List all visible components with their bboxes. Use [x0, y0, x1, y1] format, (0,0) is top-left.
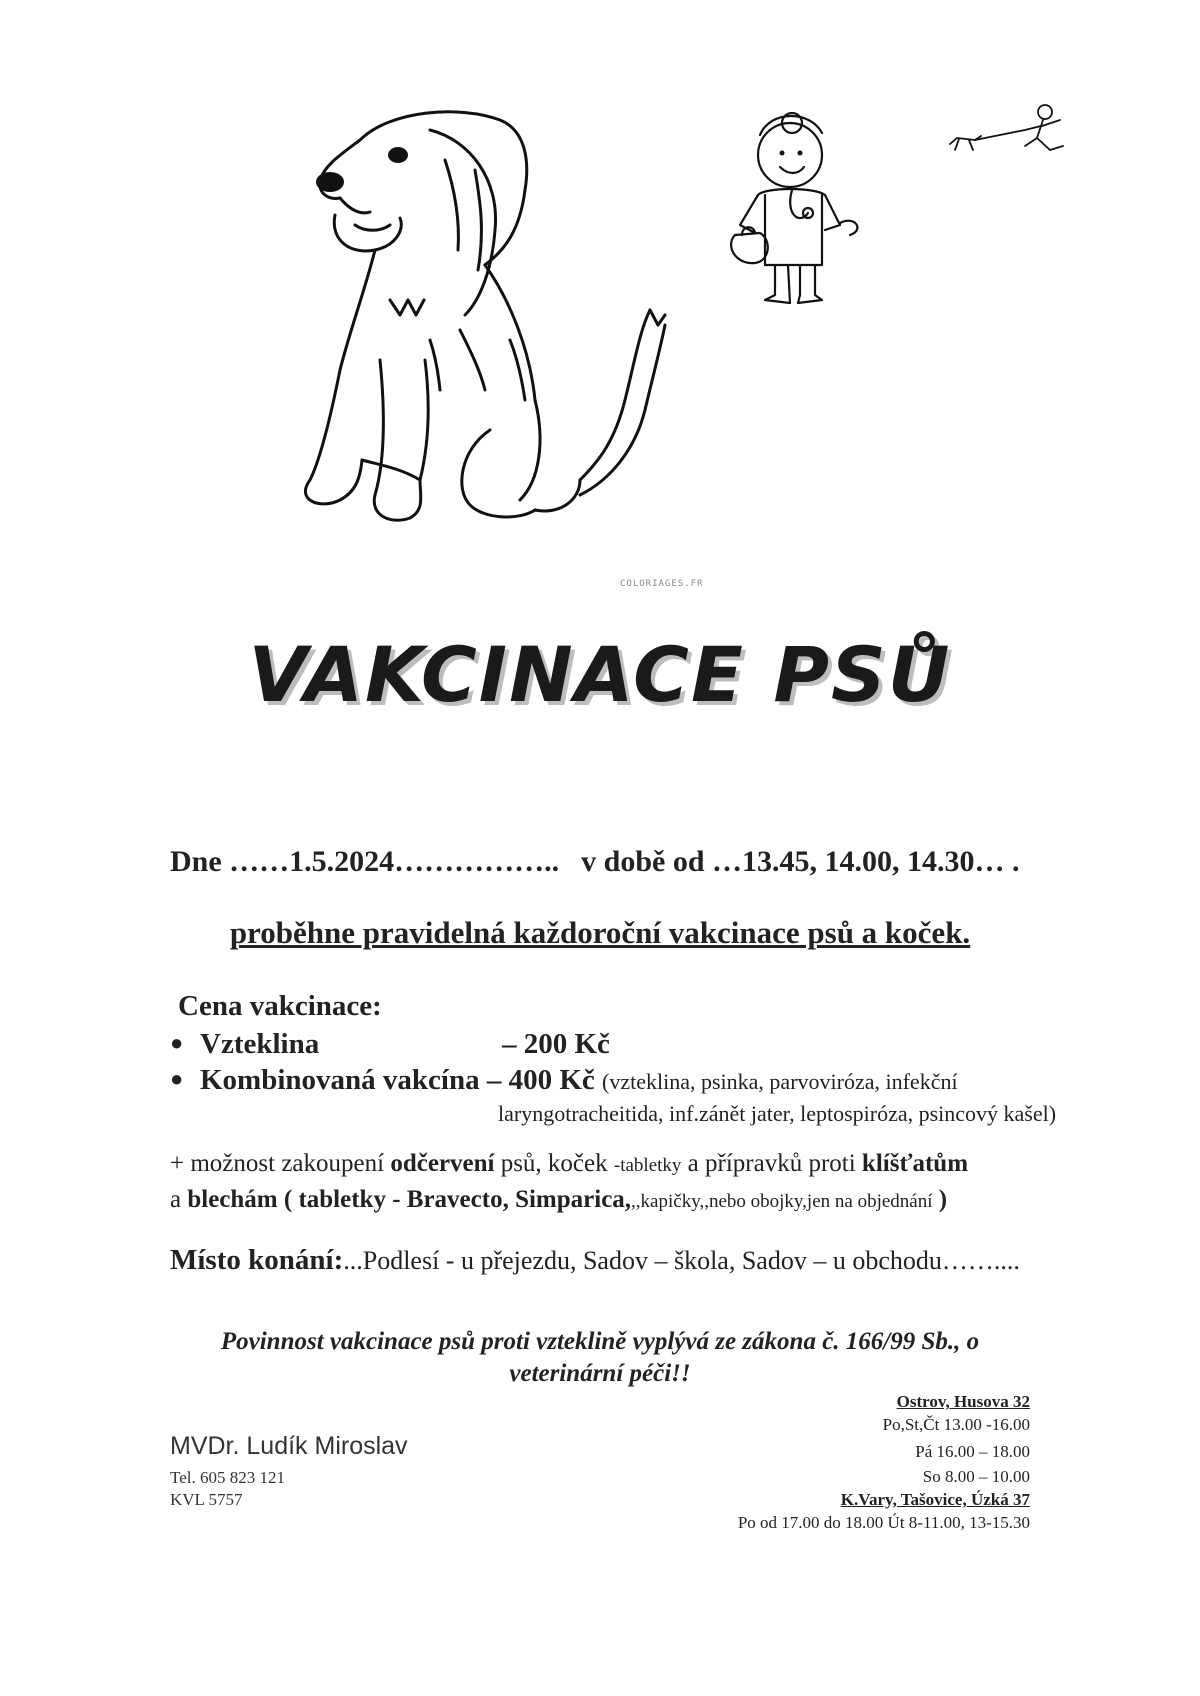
place-line — [170, 1244, 1020, 1277]
time-text: v době od …13.45, 14.00, 14.30… . — [581, 845, 1020, 878]
price-item-name: Kombinovaná vakcína — [200, 1064, 480, 1096]
extra-small-text: -tabletky — [613, 1155, 682, 1176]
vet-license: KVL 5757 — [170, 1490, 243, 1509]
price-item — [170, 1064, 958, 1097]
watermark-text: COLORIAGES.FR — [620, 579, 704, 588]
ostrov-address: Ostrov, Husova 32 — [896, 1392, 1030, 1411]
law-note-line-2: veterinární péči!! — [509, 1360, 691, 1387]
price-item-note: (vzteklina, psinka, parvoviróza, infekční — [602, 1069, 958, 1094]
vet-name: MVDr. Ludík Miroslav — [170, 1432, 408, 1460]
price-item-note-continued: laryngotracheitida, inf.zánět jater, leptospiróza, psincový kašel) — [498, 1101, 1057, 1126]
extra-bold-text: klíšťatům — [861, 1150, 969, 1177]
extra-offer-line-2 — [170, 1186, 947, 1214]
date-line — [170, 845, 1020, 879]
price-item — [170, 1028, 610, 1061]
price-item-name: Vzteklina — [200, 1028, 320, 1060]
price-title: Cena vakcinace: — [178, 990, 382, 1022]
veterinarian-illustration — [730, 95, 905, 310]
extra-text: a — [170, 1186, 188, 1213]
ostrov-hours-2: Pá 16.00 – 18.00 — [915, 1442, 1030, 1461]
ostrov-hours-3: So 8.00 – 10.00 — [922, 1467, 1030, 1486]
price-item-price: – 400 Kč — [486, 1064, 595, 1096]
vet-phone: Tel. 605 823 121 — [170, 1468, 285, 1487]
price-item-price: – 200 Kč — [502, 1028, 610, 1060]
extra-small-text: ,,kapičky,,nebo obojky,jen na objednání — [631, 1191, 933, 1212]
extra-bold-text: ) — [932, 1186, 948, 1213]
extra-bold-text: odčervení — [390, 1150, 495, 1177]
law-note-line-1: Povinnost vakcinace psů proti vzteklině vyplývá ze zákona č. 166/99 Sb., o — [220, 1328, 980, 1355]
extra-text: + možnost zakoupení — [170, 1150, 391, 1177]
extra-text: psů, koček — [494, 1150, 614, 1177]
extra-text: a přípravků proti — [681, 1150, 862, 1177]
extra-bold-text: blechám ( tabletky - Bravecto, Simparica, — [187, 1186, 632, 1213]
dog-illustration — [280, 100, 700, 590]
bullet-icon: ● — [170, 1030, 184, 1055]
bullet-icon: ● — [170, 1066, 184, 1091]
place-value: ...Podlesí - u přejezdu, Sadov – škola, Sadov – u obchodu…….... — [343, 1246, 1020, 1275]
extra-offer-line-1 — [170, 1150, 968, 1178]
watermark — [620, 576, 730, 588]
kvary-address: K.Vary, Tašovice, Úzká 37 — [840, 1490, 1030, 1509]
place-label: Místo konání: — [170, 1244, 344, 1276]
ostrov-hours-1: Po,St,Čt 13.00 -16.00 — [882, 1415, 1030, 1434]
runner-with-dog-illustration — [945, 100, 1075, 170]
date-text: Dne ……1.5.2024…………….. — [170, 845, 560, 878]
kvary-hours: Po od 17.00 do 18.00 Út 8-11.00, 13-15.30 — [737, 1513, 1030, 1532]
page-title: VAKCINACE PSŮ — [248, 630, 952, 719]
headline: proběhne pravidelná každoroční vakcinace psů a koček. — [229, 915, 971, 950]
